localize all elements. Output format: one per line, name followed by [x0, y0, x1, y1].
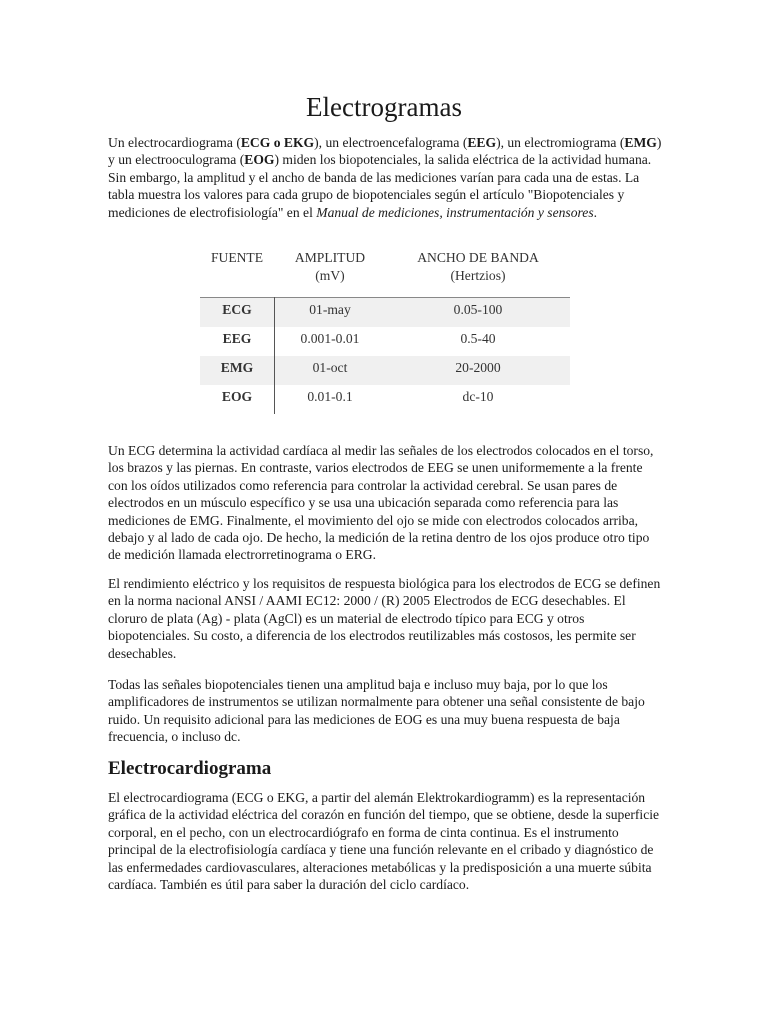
cell-amplitud: 01-oct — [312, 360, 348, 375]
table-row — [200, 327, 570, 356]
cell-fuente: EOG — [221, 389, 253, 404]
section-heading: Electrocardiograma — [108, 758, 272, 779]
cell-amplitud: 01-may — [309, 302, 351, 317]
intro-bold-eeg: EEG — [467, 135, 497, 150]
intro-text: Un electrocardiograma ( — [108, 135, 241, 150]
cell-fuente: EMG — [220, 360, 254, 375]
intro-text: ) y un electrooculograma ( — [108, 135, 662, 168]
header-line: AMPLITUD — [294, 250, 366, 265]
intro-text: ), un electroencefalograma ( — [314, 135, 468, 150]
header-amplitud — [274, 249, 386, 285]
table-row — [200, 356, 570, 385]
header-line: ANCHO DE BANDA — [417, 250, 539, 265]
table-header — [200, 249, 570, 297]
intro-italic-reference: Manual de mediciones, instrumentación y sensores — [316, 204, 594, 220]
intro-bold-emg: EMG — [624, 135, 657, 150]
cell-ancho: dc-10 — [462, 389, 494, 404]
intro-bold-eog: EOG — [244, 152, 275, 168]
cell-fuente: EEG — [222, 331, 252, 346]
amplitude-paragraph: Todas las señales biopotenciales tienen una amplitud baja e incluso muy baja, por lo que los amplificadores de instrumentos se utilizan normalmente para obtener una señal consistente de bajo ruido. Un requisito adicional para las mediciones de EOG es una muy buena respuesta de baja frecuencia, o incluso dc. — [108, 677, 645, 745]
cell-fuente: ECG — [222, 302, 252, 317]
cell-ancho: 0.05-100 — [453, 302, 503, 317]
cell-amplitud: 0.001-0.01 — [300, 331, 360, 346]
intro-bold-ecg: ECG o EKG — [240, 135, 315, 150]
table-row — [200, 298, 570, 327]
cell-ancho: 0.5-40 — [460, 331, 496, 346]
intro-text: ), un electromiograma ( — [496, 135, 625, 150]
intro-paragraph — [108, 134, 664, 221]
page-title: Electrogramas — [306, 92, 462, 122]
cell-amplitud: 0.01-0.1 — [307, 389, 353, 404]
table-row — [200, 385, 570, 414]
electrocardiograma-paragraph: El electrocardiograma (ECG o EKG, a partir del alemán Elektrokardiogramm) es la representación gráfica de la actividad eléctrica del corazón en función del tiempo, que se obtiene, desde la superficie corporal, en el pecho, con un electrocardiógrafo en forma de cinta continua. Es el instrumento principal de la electrofisiología cardíaca y tiene una función relevante en el cribado y diagnóstico de las enfermedades cardiovasculares, alteraciones metabólicas y la predisposición a una muerte súbita cardíaca. También es útil para saber la duración del ciclo cardíaco. — [108, 790, 660, 893]
header-fuente — [200, 249, 274, 267]
rendimiento-paragraph: El rendimiento eléctrico y los requisitos de respuesta biológica para los electrodos de ECG se definen en la norma nacional ANSI / AAMI EC12: 2000 / (R) 2005 Electrodos de ECG desechables. El cloruro de plata (Ag) - plata (AgCl) es un material de electrodo típico para ECG y otros biopotenciales. Su costo, a diferencia de los electrodos reutilizables más costosos, les permite ser desechables. — [108, 576, 661, 661]
cell-ancho: 20-2000 — [455, 360, 501, 375]
header-line: FUENTE — [210, 250, 264, 265]
intro-text: . — [593, 204, 598, 220]
header-unit: (mV) — [315, 268, 345, 283]
header-unit: (Hertzios) — [450, 268, 506, 283]
ecg-paragraph: Un ECG determina la actividad cardíaca al medir las señales de los electrodos colocados en el torso, los brazos y las piernas. En contraste, varios electrodos de EEG se unen uniformemente a la frente con los oídos utilizados como referencia para controlar la actividad cerebral. Se usan pares de electrodos en un músculo específico y se usa una ubicación separada como referencia para las mediciones de EMG. Finalmente, el movimiento del ojo se mide con electrodos colocados arriba, debajo y al lado de cada ojo. De hecho, la medición de la retina dentro de los ojos produce otro tipo de medición llamada electrorretinograma o ERG. — [108, 443, 654, 563]
intro-text: ) miden los biopotenciales, la salida eléctrica de la actividad humana. Sin embargo, la amplitud y el ancho de banda de las mediciones varían para cada una de estas. La tabla muestra los valores para cada grupo de biopotenciales según el artículo "Biopotenciales y mediciones de electrofisiología" en el — [108, 152, 652, 220]
column-divider — [274, 297, 275, 414]
header-ancho-de-banda — [386, 249, 570, 285]
